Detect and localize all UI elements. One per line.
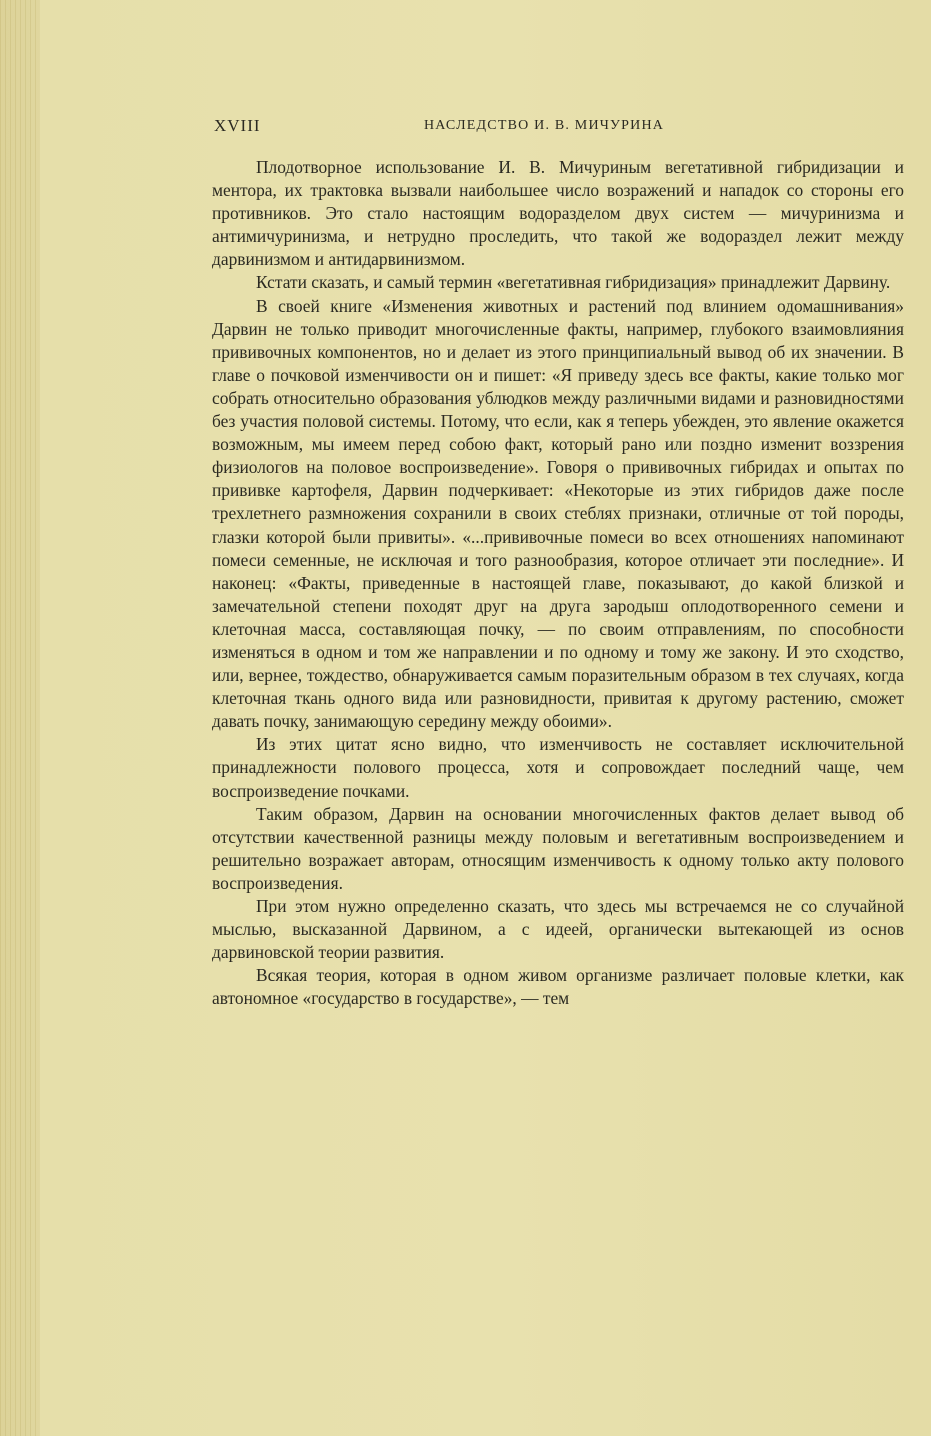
paragraph: Плодотворное использование И. В. Мичуриным вегетативной гибридизации и ментора, их трактовка вызвали наибольшее число возражений и нападок со стороны его противников. Это стало настоящим водоразделом двух систем — мичуринизма и антимичуринизма, и нетрудно проследить, что такой же водораздел лежит между дарвинизмом и антидарвинизмом. bbox=[212, 157, 904, 270]
paragraph: При этом нужно определенно сказать, что здесь мы встречаемся не со случайной мыслью, высказанной Дарвином, а с идеей, органически вытекающей из основ дарвиновской теории развития. bbox=[212, 896, 904, 963]
running-title: НАСЛЕДСТВО И. В. МИЧУРИНА bbox=[424, 118, 665, 133]
page-edge-stack bbox=[0, 0, 40, 1436]
page-number: XVIII bbox=[214, 116, 261, 135]
paragraph: Кстати сказать, и самый термин «вегетативная гибридизация» принадлежит Дарвину. bbox=[256, 272, 891, 293]
paragraph: В своей книге «Изменения животных и растений под влинием одомашнивания» Дарвин не только приводит многочисленные факты, например, глубокого взаимовлияния прививочных компонентов, но и делает из этого принципиальный вывод об их значении. В главе о почковой изменчивости он и пишет: «Я приведу здесь все факты, какие только мог собрать относительно образования ублюдков между различными видами и разновидностями без участия половой системы. Потому, что если, как я теперь убежден, это явление окажется возможным, мы имеем перед собою факт, который рано или поздно изменит воззрения физиологов на половое воспроизведение». Говоря о прививочных гибридах и опытах по прививке картофеля, Дарвин подчеркивает: «Некоторые из этих гибридов даже после трехлетнего размножения сохранили в своих стеблях признаки, отличные от той породы, глазки которой были привиты». «...прививочные помеси во всех отношениях напоминают помеси семенные, не исключая и того разнообразия, которое отличает эти последние». И наконец: «Факты, приведенные в настоящей главе, показывают, до какой близкой и замечательной степени походят друг на друга зародыш оплодотворенного семени и клеточная масса, составляющая почку, — по своим отправлениям, по способности изменяться в одном и том же направлении и по одному и тому же закону. И это сходство, или, вернее, тождество, обнаруживается самым поразительным образом в тех случаях, когда клеточная ткань одного вида или разновидности, привитая к другому растению, сможет давать почку, занимающую середину между обоими». bbox=[212, 295, 904, 732]
body-text bbox=[212, 156, 904, 1010]
paragraph: Всякая теория, которая в одном живом организме различает половые клетки, как автономное «государство в государстве», — тем bbox=[212, 965, 904, 1009]
page-header bbox=[214, 116, 904, 140]
paragraph: Таким образом, Дарвин на основании многочисленных фактов делает вывод об отсутствии качественной разницы между половым и вегетативным воспроизведением и решительно возражает авторам, относящим изменчивость к одному только акту полового воспроизведения. bbox=[212, 803, 904, 893]
paragraph: Из этих цитат ясно видно, что изменчивость не составляет исключительной принадлежности полового процесса, хотя и сопровождает последний чаще, чем воспроизведение почками. bbox=[212, 734, 904, 801]
